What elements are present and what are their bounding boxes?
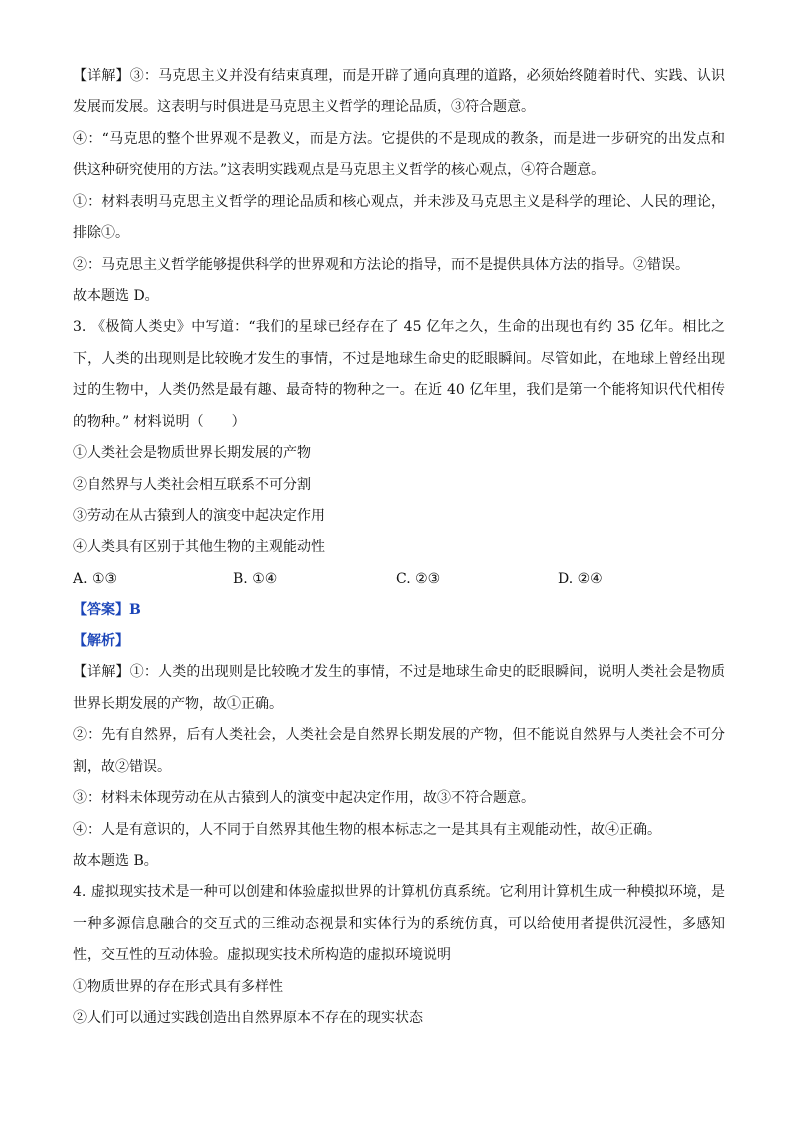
text-line: 供这种研究使用的方法。”这表明实践观点是马克思主义哲学的核心观点，④符合题意。 [73, 162, 606, 178]
analysis-label: 【解析】 [73, 633, 129, 649]
question-3-stem-line: 下，人类的出现则是比较晚才发生的事情，不过是地球生命史的眨眼瞬间。尽管如此，在地球上曾经出现 [73, 351, 725, 367]
statement-1: ①人类社会是物质世界长期发展的产物 [73, 445, 311, 461]
question-3-stem-line: 过的生物中，人类仍然是最有趣、最奇特的物种之一。在近 40 亿年里，我们是第一个能将知识代代相传 [73, 382, 725, 398]
statement-4: ④人类具有区别于其他生物的主观能动性 [73, 539, 325, 555]
text-line: ④：“马克思的整个世界观不是教义，而是方法。它提供的不是现成的教条，而是进一步研究的出发点和 [73, 131, 725, 147]
statement-2: ②自然界与人类社会相互联系不可分割 [73, 477, 311, 493]
detail-line: 【详解】①：人类的出现则是比较晚才发生的事情，不过是地球生命史的眨眼瞬间，说明人类社会是物质 [73, 664, 725, 680]
statement-3: ③劳动在从古猿到人的演变中起决定作用 [73, 508, 325, 524]
question-4-stem-line: 一种多源信息融合的交互式的三维动态视景和实体行为的系统仿真，可以给使用者提供沉浸性，多感知 [73, 916, 725, 932]
detail-line: ②：先有自然界，后有人类社会，人类社会是自然界长期发展的产物，但不能说自然界与人类社会不可分 [73, 727, 725, 743]
option-b: B. ①④ [233, 571, 278, 587]
text-line: 排除①。 [73, 225, 129, 241]
text-line: 【详解】③：马克思主义并没有结束真理，而是开辟了通向真理的道路，必须始终随着时代、实践、认识 [73, 68, 725, 84]
detail-line: 世界长期发展的产物，故①正确。 [73, 696, 283, 712]
option-d: D. ②④ [558, 571, 603, 587]
question-4-stem-line: 4. 虚拟现实技术是一种可以创建和体验虚拟世界的计算机仿真系统。它利用计算机生成一种模拟环境，是 [73, 884, 725, 900]
text-line: ②：马克思主义哲学能够提供科学的世界观和方法论的指导，而不是提供具体方法的指导。②错误。 [73, 257, 689, 273]
statement-1: ①物质世界的存在形式具有多样性 [73, 979, 283, 995]
option-c: C. ②③ [396, 571, 441, 587]
detail-line: 故本题选 B。 [73, 853, 158, 869]
detail-line: 割，故②错误。 [73, 759, 171, 775]
text-line: 故本题选 D。 [73, 288, 159, 304]
statement-2: ②人们可以通过实践创造出自然界原本不存在的现实状态 [73, 1010, 423, 1026]
answer-label: 【答案】B [73, 602, 141, 618]
detail-line: ③：材料未体现劳动在从古猿到人的演变中起决定作用，故③不符合题意。 [73, 790, 535, 806]
detail-line: ④：人是有意识的，人不同于自然界其他生物的根本标志之一是其具有主观能动性，故④正确。 [73, 822, 661, 838]
question-4-stem-line: 性，交互性的互动体验。虚拟现实技术所构造的虚拟环境说明 [73, 947, 451, 963]
question-3-stem-line: 3. 《极简人类史》中写道：“我们的星球已经存在了 45 亿年之久，生命的出现也有约 35 亿年。相比之 [73, 319, 725, 335]
option-a: A. ①③ [73, 571, 118, 587]
question-3-stem-line: 的物种。” 材料说明（ ） [73, 414, 246, 430]
text-line: ①：材料表明马克思主义哲学的理论品质和核心观点，并未涉及马克思主义是科学的理论、人民的理论， [73, 194, 725, 210]
text-line: 发展而发展。这表明与时俱进是马克思主义哲学的理论品质，③符合题意。 [73, 99, 535, 115]
